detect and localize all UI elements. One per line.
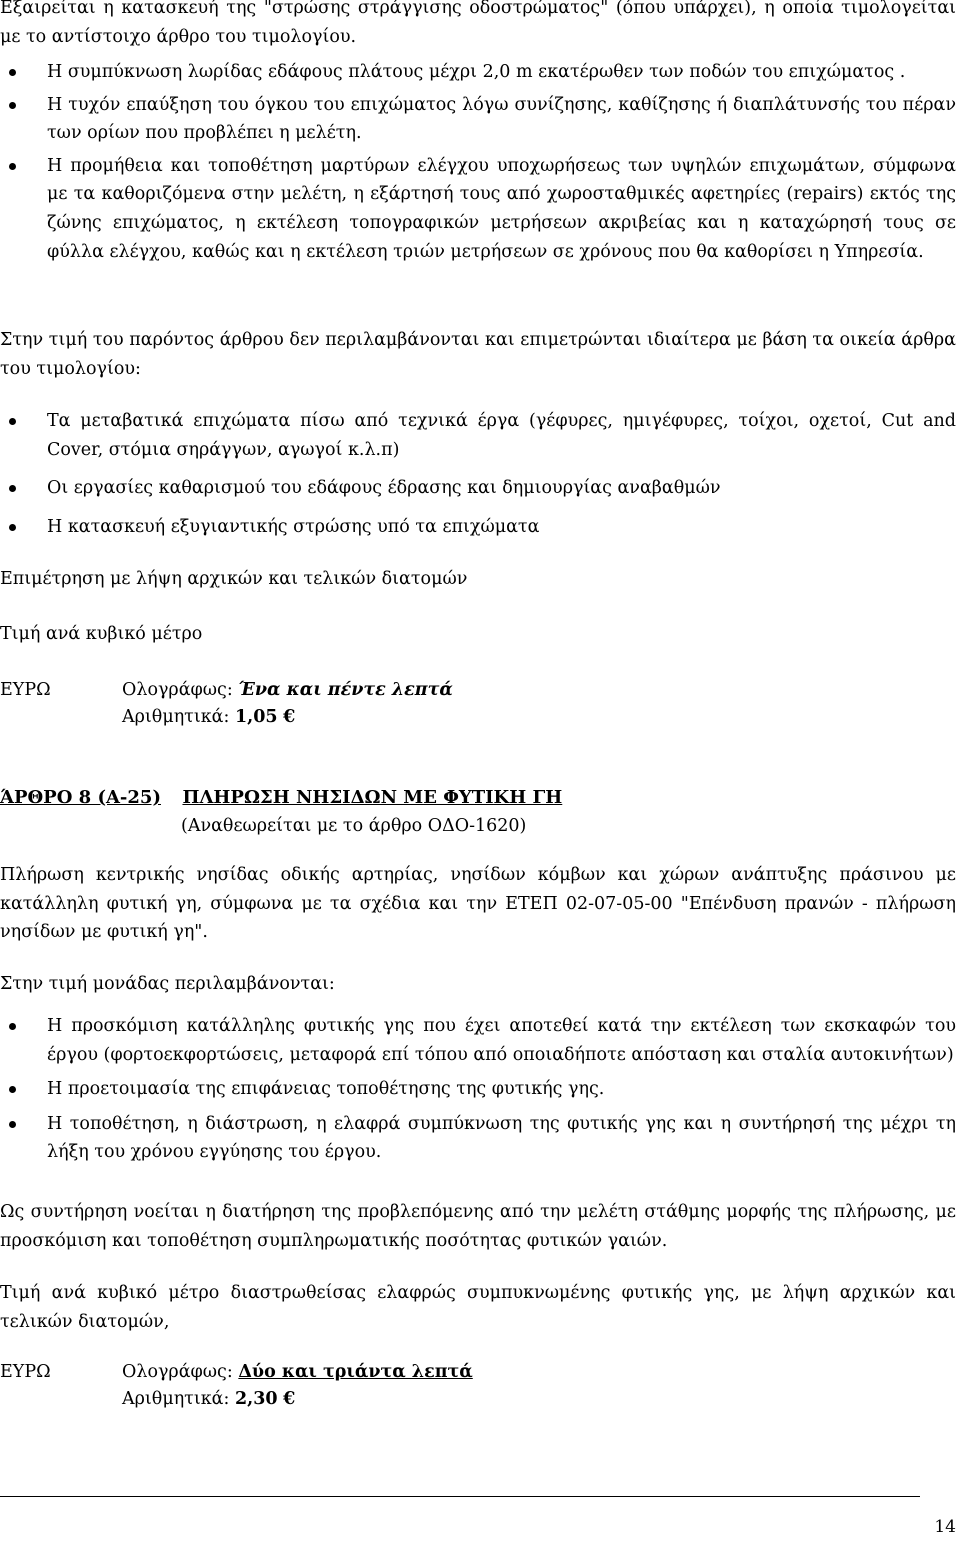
words-value: Δύο και τριάντα λεπτά: [238, 1362, 473, 1382]
price-words: [122, 1358, 473, 1386]
bullet-icon: [9, 418, 16, 425]
unit-price-label: Τιμή ανά κυβικό μέτρο: [0, 624, 203, 644]
list-item: Οι εργασίες καθαρισμού του εδάφους έδρασης και δημιουργίας αναβαθμών: [0, 474, 956, 503]
included-intro: Στην τιμή μονάδας περιλαμβάνονται:: [0, 974, 335, 994]
price-numeric: [122, 1385, 295, 1413]
article-description: Πλήρωση κεντρικής νησίδας οδικής αρτηρίας, νησίδων κόμβων και χώρων ανάπτυξης πράσινου με κατάλληλη φυτική γη, σύμφωνα με τα σχέδια και την ΕΤΕΠ 02-07-05-00 "Επένδυση πρανών - πλήρωση νησίδων με φυτική γη".: [0, 865, 956, 943]
article-heading: [0, 784, 562, 812]
words-label: Ολογράφως:: [122, 1362, 233, 1382]
list-item: Η τυχόν επαύξηση του όγκου του επιχώματος λόγω συνίζησης, καθίζησης ή διαπλάτυνσής του πέραν των ορίων που προβλέπει η μελέτη.: [0, 91, 956, 148]
bullet-icon: [9, 1086, 16, 1093]
list-item: Τα μεταβατικά επιχώματα πίσω από τεχνικά έργα (γέφυρες, ημιγέφυρες, τοίχοι, οχετοί, Cut and Cover, στόμια σηράγγων, αγωγοί κ.λ.π): [0, 407, 956, 464]
words-label: Ολογράφως:: [122, 680, 233, 700]
numeric-value: 1,05: [234, 707, 278, 727]
euro-sign: €: [283, 707, 296, 727]
price-block-2: [0, 1358, 51, 1386]
list-item: Η τοποθέτηση, η διάστρωση, η ελαφρά συμπύκνωση της φυτικής γης και η συντήρησή της μέχρι τη λήξη του χρόνου εγγύησης του έργου.: [0, 1110, 956, 1167]
included-works-list: [0, 58, 956, 270]
bullet-icon: [9, 524, 16, 531]
article-code: ΆΡΘΡΟ 8 (Α-25): [0, 787, 161, 808]
bullet-icon: [9, 1121, 16, 1128]
price-numeric: [122, 703, 295, 731]
currency-label: ΕΥΡΩ: [0, 680, 51, 700]
bullet-icon: [9, 102, 16, 109]
price-words: [122, 676, 453, 704]
included-items-list: [0, 1012, 956, 1167]
bullet-icon: [9, 1023, 16, 1030]
list-item: Η κατασκευή εξυγιαντικής στρώσης υπό τα επιχώματα: [0, 513, 956, 542]
excluded-intro: Στην τιμή του παρόντος άρθρου δεν περιλαμβάνονται και επιμετρώνται ιδιαίτερα με βάση τα οικεία άρθρα του τιμολογίου:: [0, 330, 956, 379]
list-item: Η προμήθεια και τοποθέτηση μαρτύρων ελέγχου υποχωρήσεως των υψηλών επιχωμάτων, σύμφωνα με τα καθοριζόμενα στην μελέτη, η εξάρτησή τους από χωροσταθμικές αφετηρίες (repairs) εκτός της ζώνης επιχώματος, η εκτέλεση τοπογραφικών μετρήσεων ακριβείας και η καταχώρησή τους σε φύλλα ελέγχου, καθώς και η εκτέλεση τριών μετρήσεων σε χρόνους που θα καθορίσει η Υπηρεσία.: [0, 152, 956, 266]
list-item: Η συμπύκνωση λωρίδας εδάφους πλάτους μέχρι 2,0 m εκατέρωθεν των ποδών του επιχώματος .: [0, 58, 956, 87]
price-block-1: [0, 676, 51, 704]
words-value: Ένα και πέντε λεπτά: [238, 680, 453, 700]
intro-paragraph: Εξαιρείται η κατασκευή της "στρώσης στράγγισης οδοστρώματος" (όπου υπάρχει), η οποία τιμολογείται με το αντίστοιχο άρθρο του τιμολογίου.: [0, 0, 956, 47]
bullet-icon: [9, 69, 16, 76]
bullet-icon: [9, 163, 16, 170]
measurement-note: Επιμέτρηση με λήψη αρχικών και τελικών διατομών: [0, 569, 468, 589]
list-item: Η προετοιμασία της επιφάνειας τοποθέτησης της φυτικής γης.: [0, 1075, 956, 1104]
currency-label: ΕΥΡΩ: [0, 1362, 51, 1382]
article-title: ΠΛΗΡΩΣΗ ΝΗΣΙΔΩΝ ΜΕ ΦΥΤΙΚΗ ΓΗ: [182, 787, 563, 808]
unit-price-label-2: Τιμή ανά κυβικό μέτρο διαστρωθείσας ελαφρώς συμπυκνωμένης φυτικής γης, με λήψη αρχικών και τελικών διατομών,: [0, 1283, 956, 1332]
bullet-icon: [9, 485, 16, 492]
numeric-value: 2,30: [234, 1389, 278, 1409]
article-revision: (Αναθεωρείται με το άρθρο ΟΔΟ-1620): [181, 816, 527, 836]
page-number: 14: [934, 1517, 956, 1537]
list-item: Η προσκόμιση κατάλληλης φυτικής γης που έχει αποτεθεί κατά την εκτέλεση των εκσκαφών του έργου (φορτοεκφορτώσεις, μεταφορά επί τόπου από οποιαδήποτε απόσταση και σταλία αυτοκινήτων): [0, 1012, 956, 1069]
maintenance-note: Ως συντήρηση νοείται η διατήρηση της προβλεπόμενης από την μελέτη στάθμης μορφής της πλήρωσης, με προσκόμιση και τοποθέτηση συμπληρωματικής ποσότητας φυτικών γαιών.: [0, 1202, 956, 1251]
euro-sign: €: [283, 1389, 296, 1409]
excluded-works-list: [0, 407, 956, 541]
numeric-label: Αριθμητικά:: [122, 1389, 230, 1409]
numeric-label: Αριθμητικά:: [122, 707, 230, 727]
footer-divider: [0, 1496, 920, 1497]
